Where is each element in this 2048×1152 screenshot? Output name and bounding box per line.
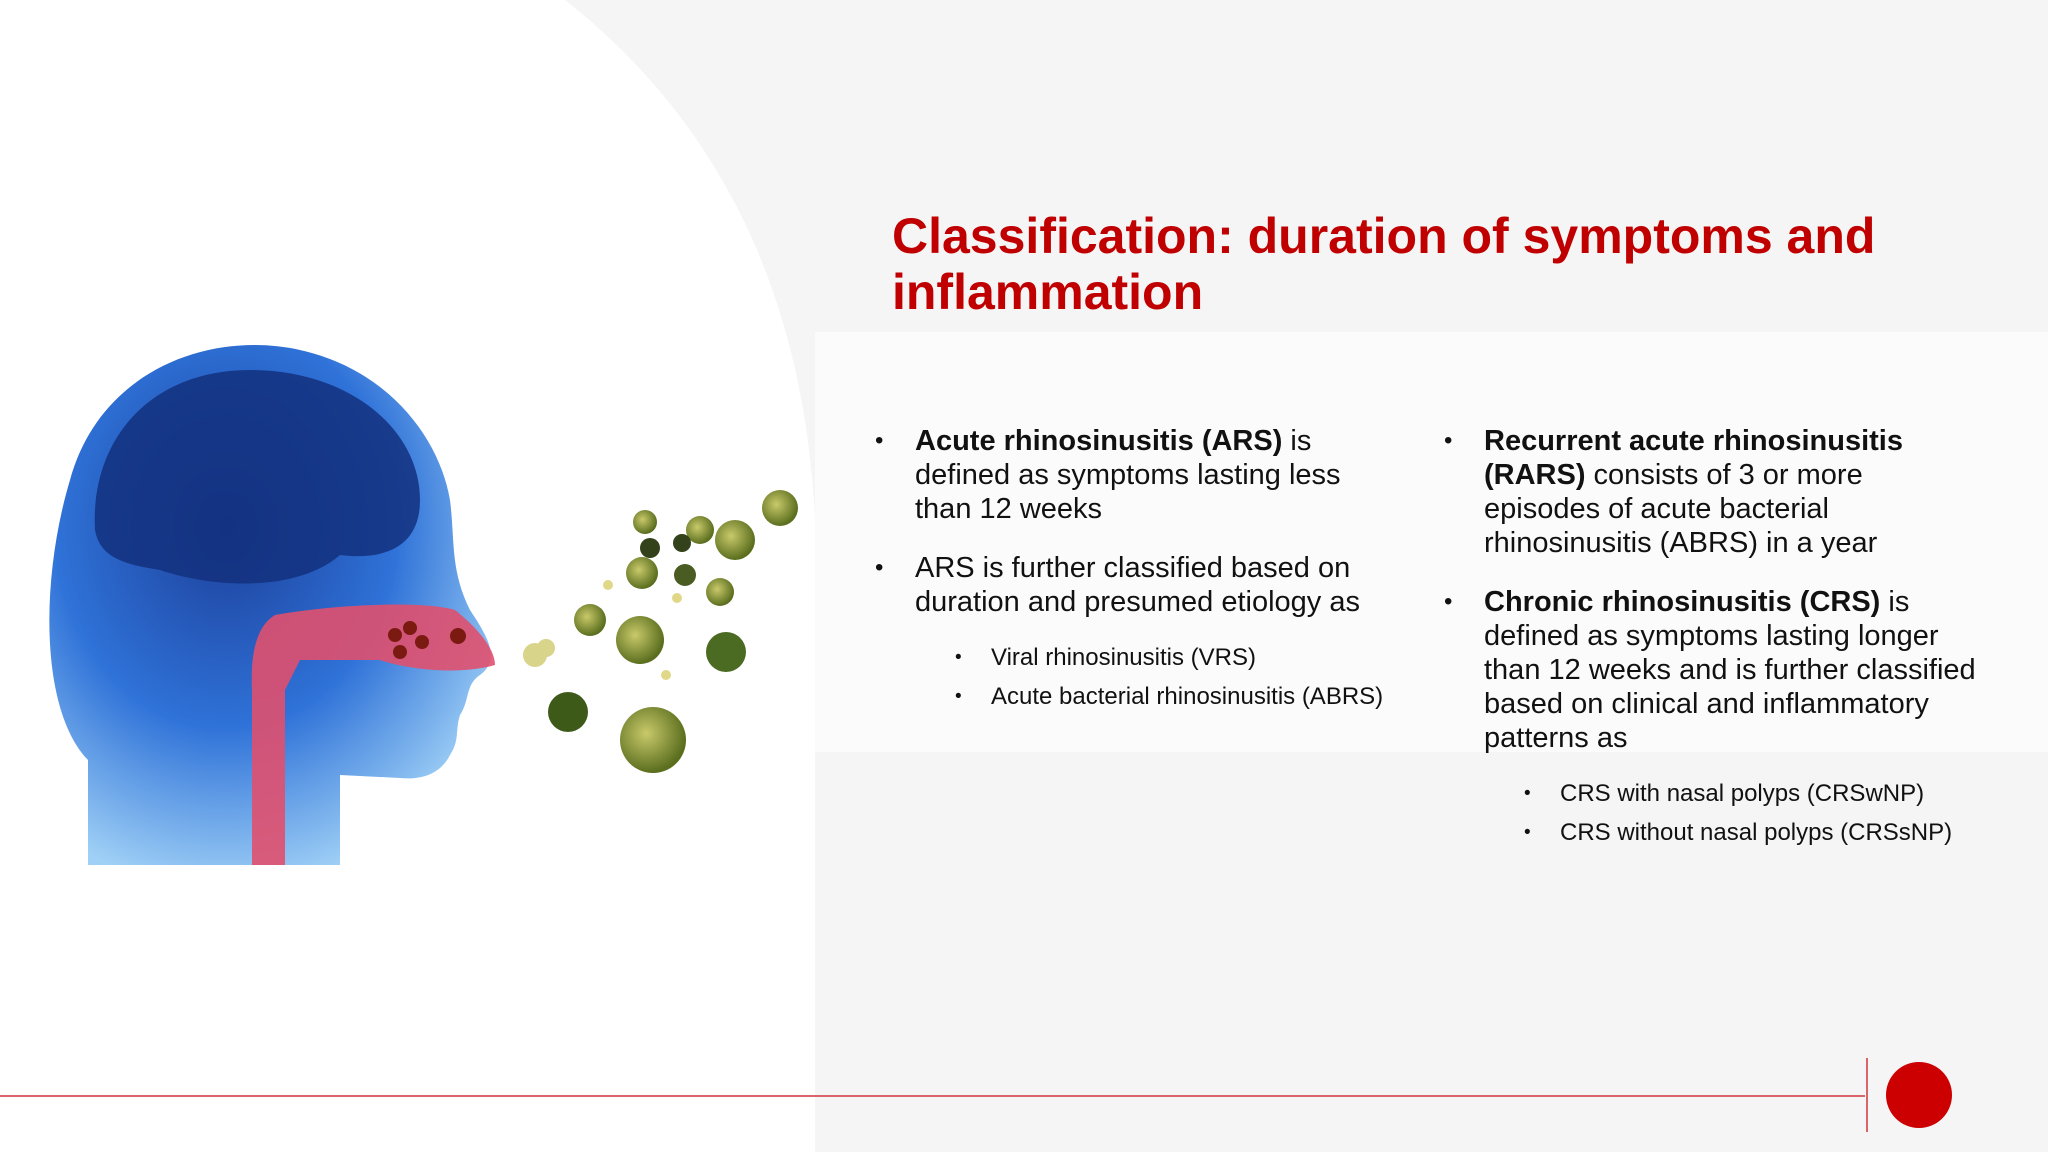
bullet-crs-definition bbox=[1444, 585, 1984, 755]
bullet-bold-label: Chronic rhinosinusitis (CRS) bbox=[1484, 586, 1881, 618]
head-sinus-illustration bbox=[0, 330, 830, 870]
bullet-text: is defined as symptoms lasting less than 12 weeks bbox=[915, 425, 1341, 525]
footer-dot bbox=[1886, 1062, 1952, 1128]
right-column bbox=[1444, 424, 1984, 858]
footer-rule bbox=[0, 1095, 1865, 1097]
sub-item: • CRS with nasal polyps (CRSwNP) bbox=[1444, 780, 1984, 807]
left-column bbox=[875, 424, 1395, 722]
footer-divider bbox=[1866, 1058, 1868, 1132]
bullet-ars-definition bbox=[875, 424, 1395, 526]
slide-title: Classification: duration of symptoms and inflammation bbox=[892, 208, 1876, 320]
sub-item: • Viral rhinosinusitis (VRS) bbox=[875, 644, 1395, 671]
bullet-text: ARS is further classified based on duration and presumed etiology as bbox=[915, 552, 1360, 618]
bullet-text: consists of 3 or more episodes of acute bacterial rhinosinusitis (ABRS) in a year bbox=[1484, 459, 1878, 559]
bullet-bold-label: Acute rhinosinusitis (ARS) bbox=[915, 425, 1283, 457]
bullet-bold-label: Recurrent acute rhinosinusitis (RARS) bbox=[1484, 425, 1903, 491]
bullet-rars-definition bbox=[1444, 424, 1984, 560]
sub-item: • CRS without nasal polyps (CRSsNP) bbox=[1444, 819, 1984, 846]
sub-item: • Acute bacterial rhinosinusitis (ABRS) bbox=[875, 683, 1395, 710]
bullet-ars-classification bbox=[875, 551, 1395, 619]
bullet-text: is defined as symptoms lasting longer than 12 weeks and is further classified based on clinical and inflammatory patterns as bbox=[1484, 586, 1976, 754]
